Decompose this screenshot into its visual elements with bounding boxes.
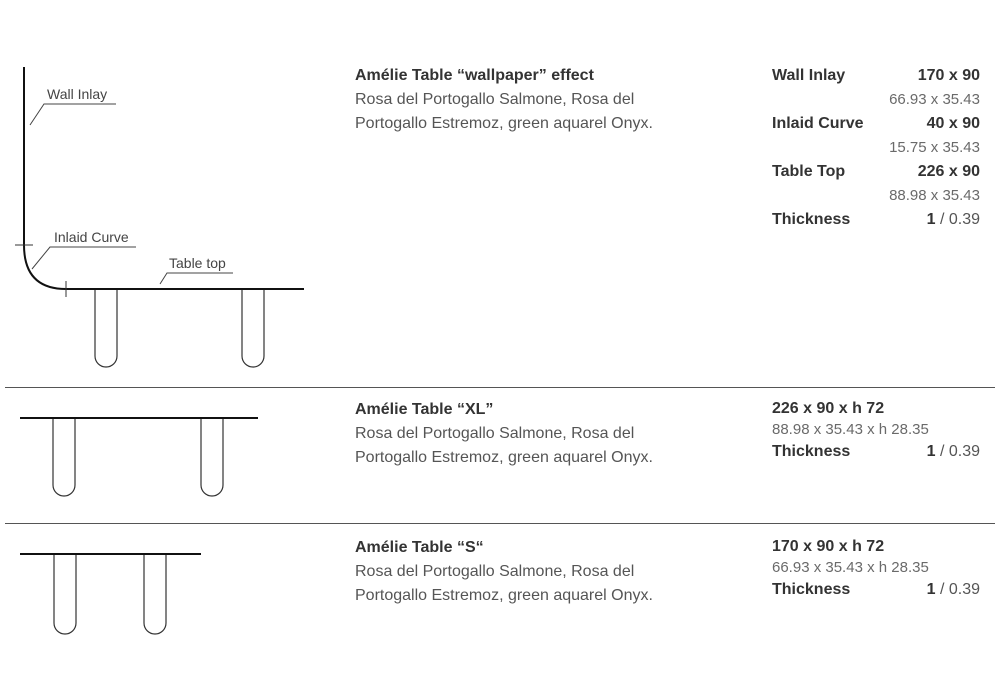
s-thickness-label: Thickness bbox=[772, 581, 851, 598]
xl-section bbox=[0, 388, 1000, 523]
table-top-spec-row bbox=[772, 160, 980, 184]
xl-material-line2: Portogallo Estremoz, green aquarel Onyx. bbox=[355, 449, 653, 466]
xl-thickness-cm: 1 bbox=[926, 443, 936, 460]
wallpaper-thickness-row bbox=[772, 208, 980, 232]
s-size-row bbox=[772, 536, 980, 558]
wallpaper-title: Amélie Table “wallpaper” effect bbox=[355, 67, 594, 84]
table-top-label: Table Top bbox=[772, 163, 846, 180]
s-thickness-cm: 1 bbox=[926, 581, 936, 598]
xl-size-row bbox=[772, 398, 980, 420]
inlaid-curve-cm: 40 x 90 bbox=[926, 115, 980, 132]
xl-thickness-value bbox=[927, 440, 980, 464]
xl-thickness-row bbox=[772, 440, 980, 464]
xl-thickness-in: / 0.39 bbox=[939, 443, 980, 460]
wall-inlay-label: Wall Inlay bbox=[772, 67, 846, 84]
s-material-line1: Rosa del Portogallo Salmone, Rosa del bbox=[355, 563, 635, 580]
xl-title: Amélie Table “XL” bbox=[355, 401, 494, 418]
s-thickness-row bbox=[772, 578, 980, 602]
table-top-callout: Table top bbox=[169, 255, 226, 271]
inlaid-curve-label: Inlaid Curve bbox=[772, 115, 864, 132]
s-title: Amélie Table “S“ bbox=[355, 539, 484, 556]
inlaid-curve-spec-row bbox=[772, 112, 980, 136]
inlaid-curve-inches: 15.75 x 35.43 bbox=[889, 139, 980, 156]
s-table-leg-right bbox=[144, 555, 166, 634]
xl-description bbox=[355, 398, 735, 470]
xl-table-leg-left bbox=[53, 419, 75, 496]
table-leg-left bbox=[95, 290, 117, 367]
s-size-cm: 170 x 90 x h 72 bbox=[772, 538, 885, 555]
wall-inlay-cm: 170 x 90 bbox=[917, 67, 980, 84]
s-thickness-value bbox=[927, 578, 980, 602]
wallpaper-thickness-cm: 1 bbox=[926, 211, 936, 228]
table-leg-right bbox=[242, 290, 264, 367]
wallpaper-material-line1: Rosa del Portogallo Salmone, Rosa del bbox=[355, 91, 635, 108]
xl-table-leg-right bbox=[201, 419, 223, 496]
xl-size-inches: 88.98 x 35.43 x h 28.35 bbox=[772, 421, 929, 438]
xl-size-cm: 226 x 90 x h 72 bbox=[772, 400, 885, 417]
s-size-inches: 66.93 x 35.43 x h 28.35 bbox=[772, 559, 929, 576]
wallpaper-table-diagram bbox=[0, 0, 330, 387]
inlaid-curve-leader bbox=[32, 247, 136, 269]
table-top-leader bbox=[160, 273, 233, 284]
wallpaper-description bbox=[355, 64, 735, 136]
wall-inlay-inches: 66.93 x 35.43 bbox=[889, 91, 980, 108]
s-material-line2: Portogallo Estremoz, green aquarel Onyx. bbox=[355, 587, 653, 604]
wall-inlay-callout: Wall Inlay bbox=[47, 86, 108, 102]
s-description bbox=[355, 536, 735, 608]
s-table-leg-left bbox=[54, 555, 76, 634]
wallpaper-thickness-value bbox=[927, 208, 980, 232]
wallpaper-specs bbox=[772, 64, 980, 232]
table-top-inches: 88.98 x 35.43 bbox=[889, 187, 980, 204]
table-top-cm: 226 x 90 bbox=[917, 163, 980, 180]
s-table-diagram bbox=[0, 524, 330, 700]
wallpaper-thickness-in: / 0.39 bbox=[939, 211, 980, 228]
inlaid-curve-callout: Inlaid Curve bbox=[54, 229, 129, 245]
xl-specs bbox=[772, 398, 980, 464]
wall-inlay-leader bbox=[30, 104, 116, 125]
wall-inlay-spec-row bbox=[772, 64, 980, 88]
s-section bbox=[0, 524, 1000, 700]
wallpaper-thickness-label: Thickness bbox=[772, 211, 851, 228]
s-specs bbox=[772, 536, 980, 602]
s-thickness-in: / 0.39 bbox=[939, 581, 980, 598]
wallpaper-material-line2: Portogallo Estremoz, green aquarel Onyx. bbox=[355, 115, 653, 132]
xl-thickness-label: Thickness bbox=[772, 443, 851, 460]
xl-table-diagram bbox=[0, 388, 330, 523]
xl-material-line1: Rosa del Portogallo Salmone, Rosa del bbox=[355, 425, 635, 442]
